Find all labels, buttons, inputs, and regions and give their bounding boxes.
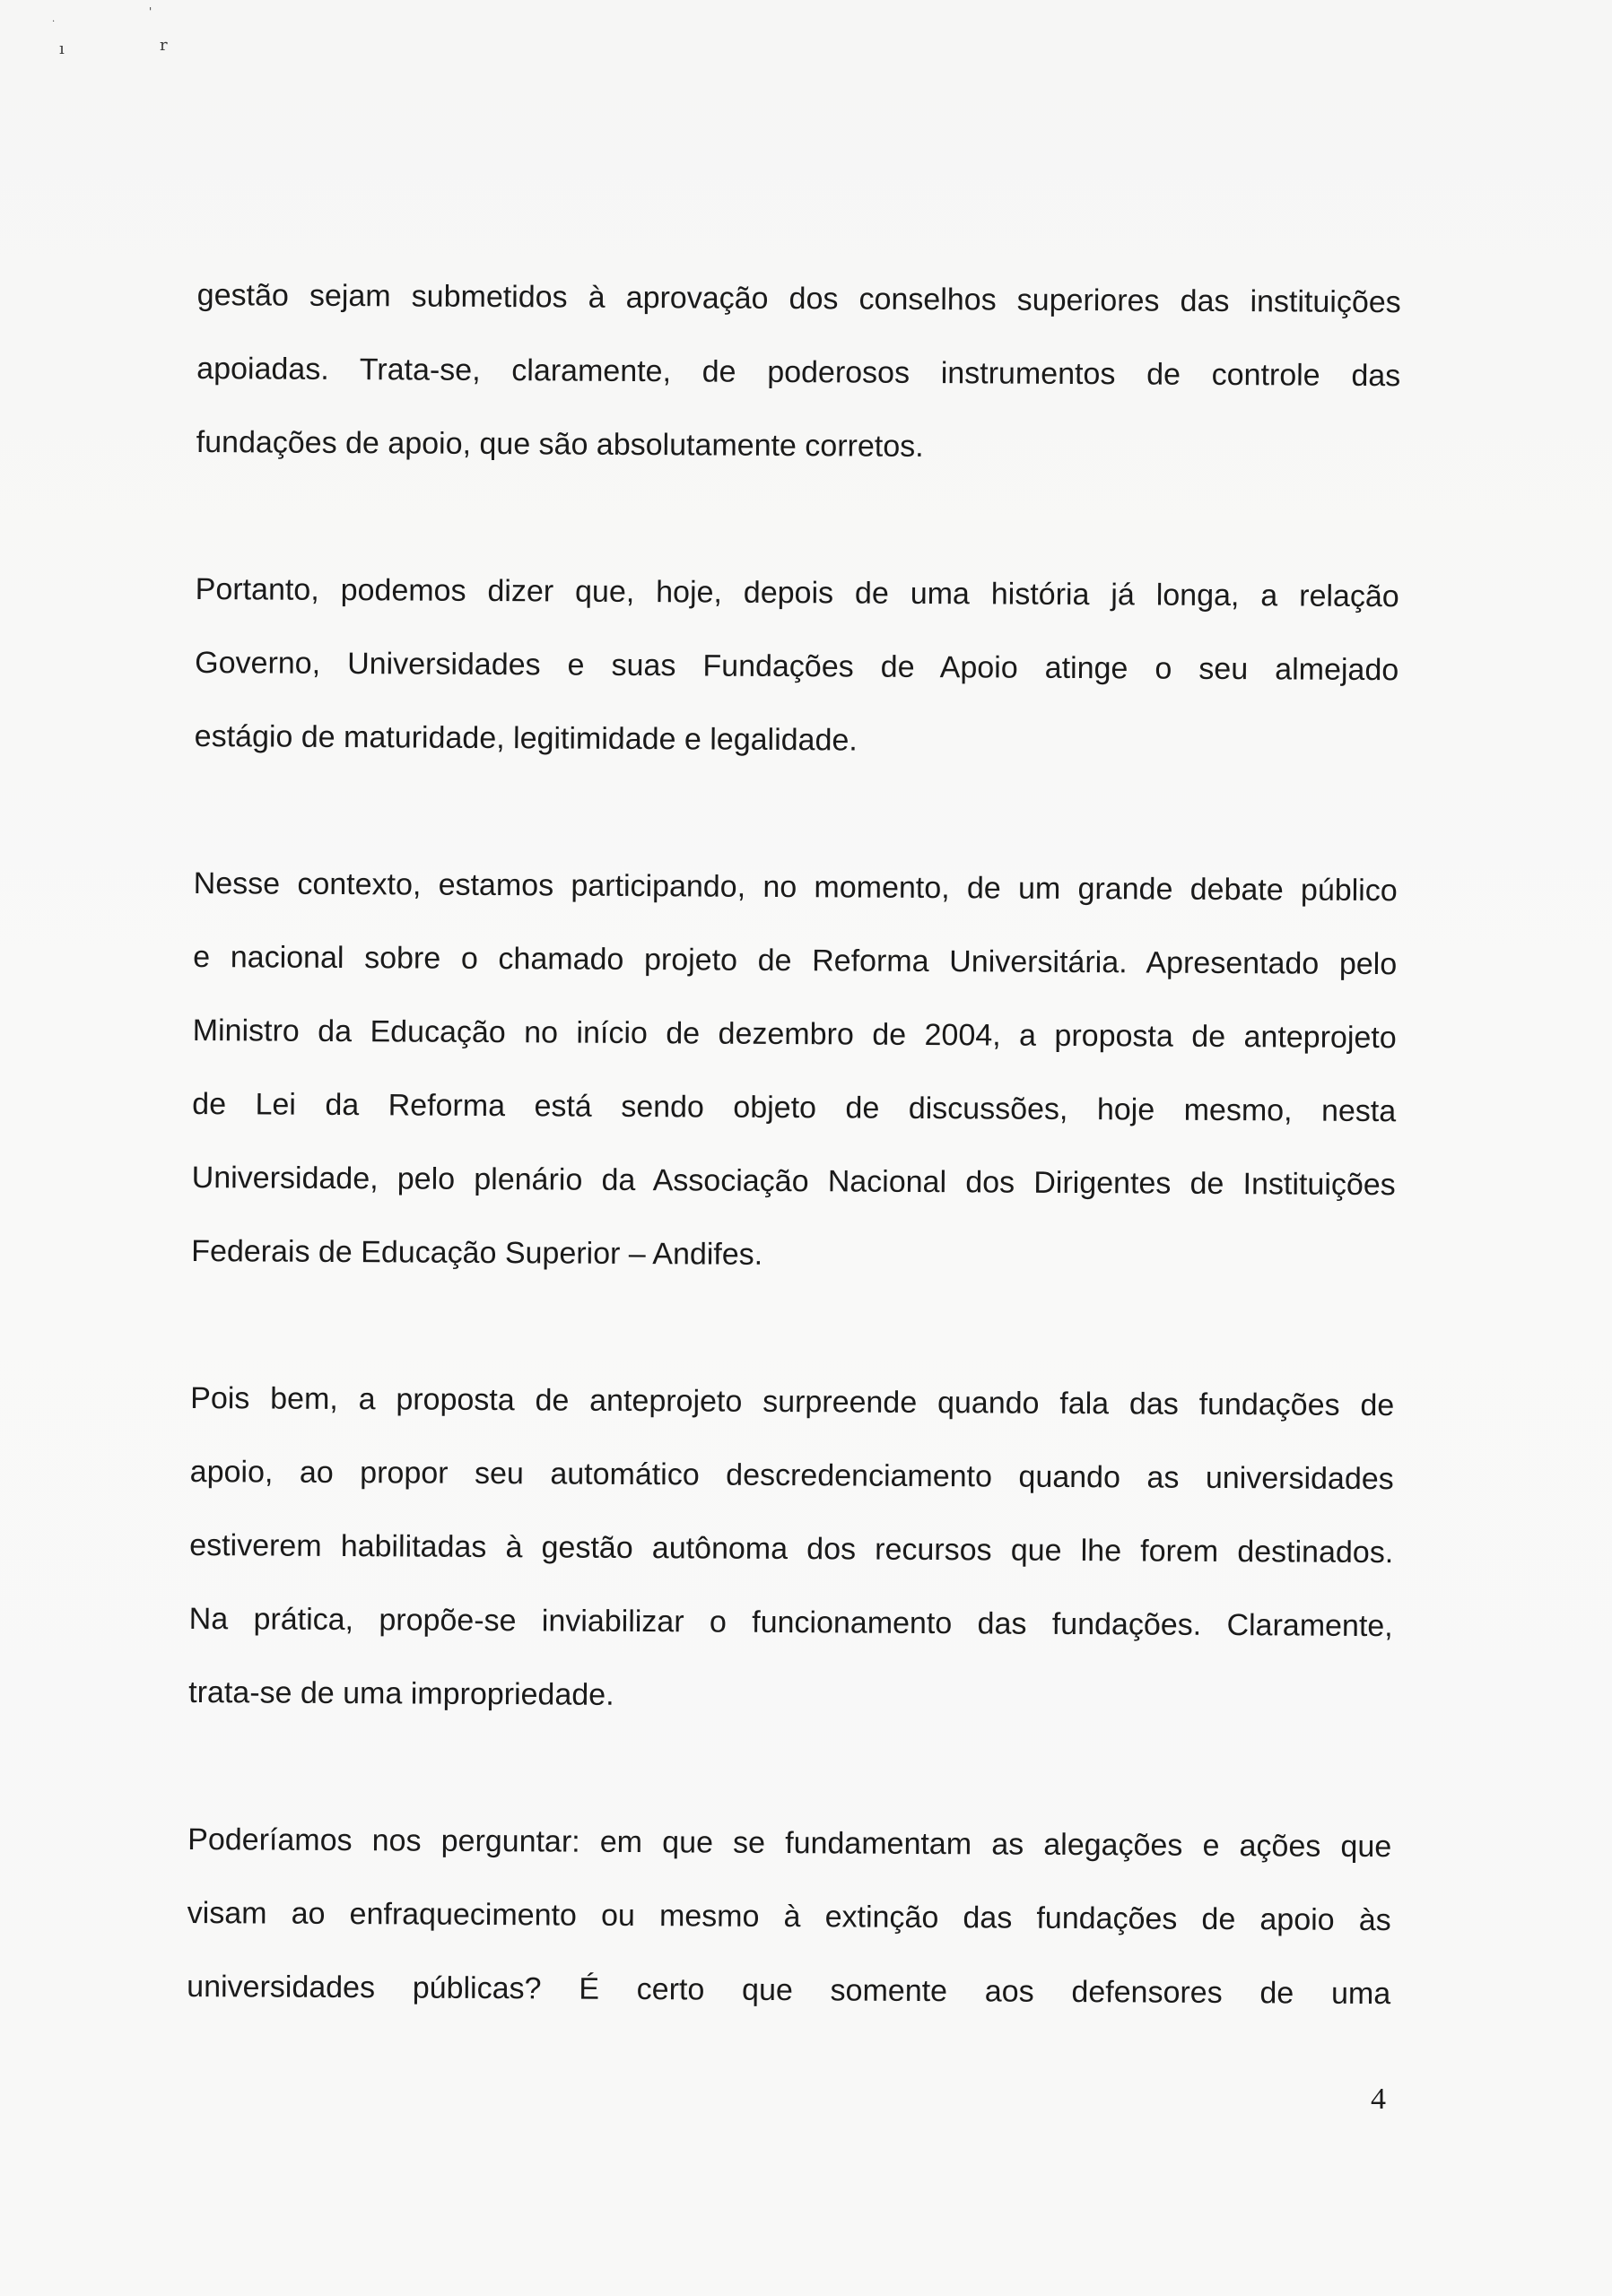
text-line: Nesse contexto, estamos participando, no momento, de um grande debate público — [193, 865, 1398, 909]
text-line: fundações de apoio, que são absolutamente corretos. — [196, 424, 924, 464]
text-line: estágio de maturidade, legitimidade e legalidade. — [194, 718, 858, 758]
paragraph-5 — [187, 1803, 1391, 2031]
scan-mark: ' — [149, 5, 152, 18]
text-line: apoio, ao propor seu automático descredenciamento quando as universidades — [189, 1454, 1394, 1497]
text-line: universidades públicas? É certo que somente aos defensores de uma — [187, 1969, 1391, 2012]
scan-mark: r — [160, 36, 168, 55]
page-number: 4 — [1371, 2083, 1386, 2116]
text-line: Ministro da Educação no início de dezembro de 2004, a proposta de anteprojeto — [192, 1013, 1397, 1056]
text-line: Portanto, podemos dizer que, hoje, depois de uma história já longa, a relação — [195, 571, 1399, 614]
paragraph-4 — [188, 1361, 1394, 1736]
text-line: gestão sejam submetidos à aprovação dos conselhos superiores das instituições — [196, 277, 1401, 320]
text-line: Governo, Universidades e suas Fundações de Apoio atinge o seu almejado — [195, 645, 1399, 688]
text-line: Universidade, pelo plenário da Associação Nacional dos Dirigentes de Instituições — [191, 1160, 1396, 1203]
scan-mark: . — [52, 14, 56, 24]
text-line: Pois bem, a proposta de anteprojeto surpreende quando fala das fundações de — [190, 1380, 1395, 1423]
text-line: Na prática, propõe-se inviabilizar o funcionamento das fundações. Claramente, — [188, 1601, 1393, 1644]
text-line: visam ao enfraquecimento ou mesmo à extinção das fundações de apoio às — [187, 1895, 1391, 1938]
text-line: Poderíamos nos perguntar: em que se fundamentam as alegações e ações que — [187, 1822, 1392, 1865]
text-line: e nacional sobre o chamado projeto de Reforma Universitária. Apresentado pelo — [193, 939, 1398, 982]
scan-mark: ı — [59, 39, 65, 58]
paragraph-1 — [196, 258, 1400, 486]
text-line: apoiadas. Trata-se, claramente, de poderosos instrumentos de controle das — [196, 351, 1401, 394]
text-line: trata-se de uma impropriedade. — [188, 1674, 614, 1712]
paragraph-2 — [194, 552, 1399, 780]
document-body — [187, 258, 1401, 2031]
text-line: Federais de Educação Superior – Andifes. — [191, 1233, 763, 1272]
text-line: estiverem habilitadas à gestão autônoma dos recursos que lhe forem destinados. — [189, 1527, 1394, 1570]
text-line: de Lei da Reforma está sendo objeto de discussões, hoje mesmo, nesta — [192, 1086, 1397, 1129]
paragraph-3 — [191, 847, 1398, 1295]
